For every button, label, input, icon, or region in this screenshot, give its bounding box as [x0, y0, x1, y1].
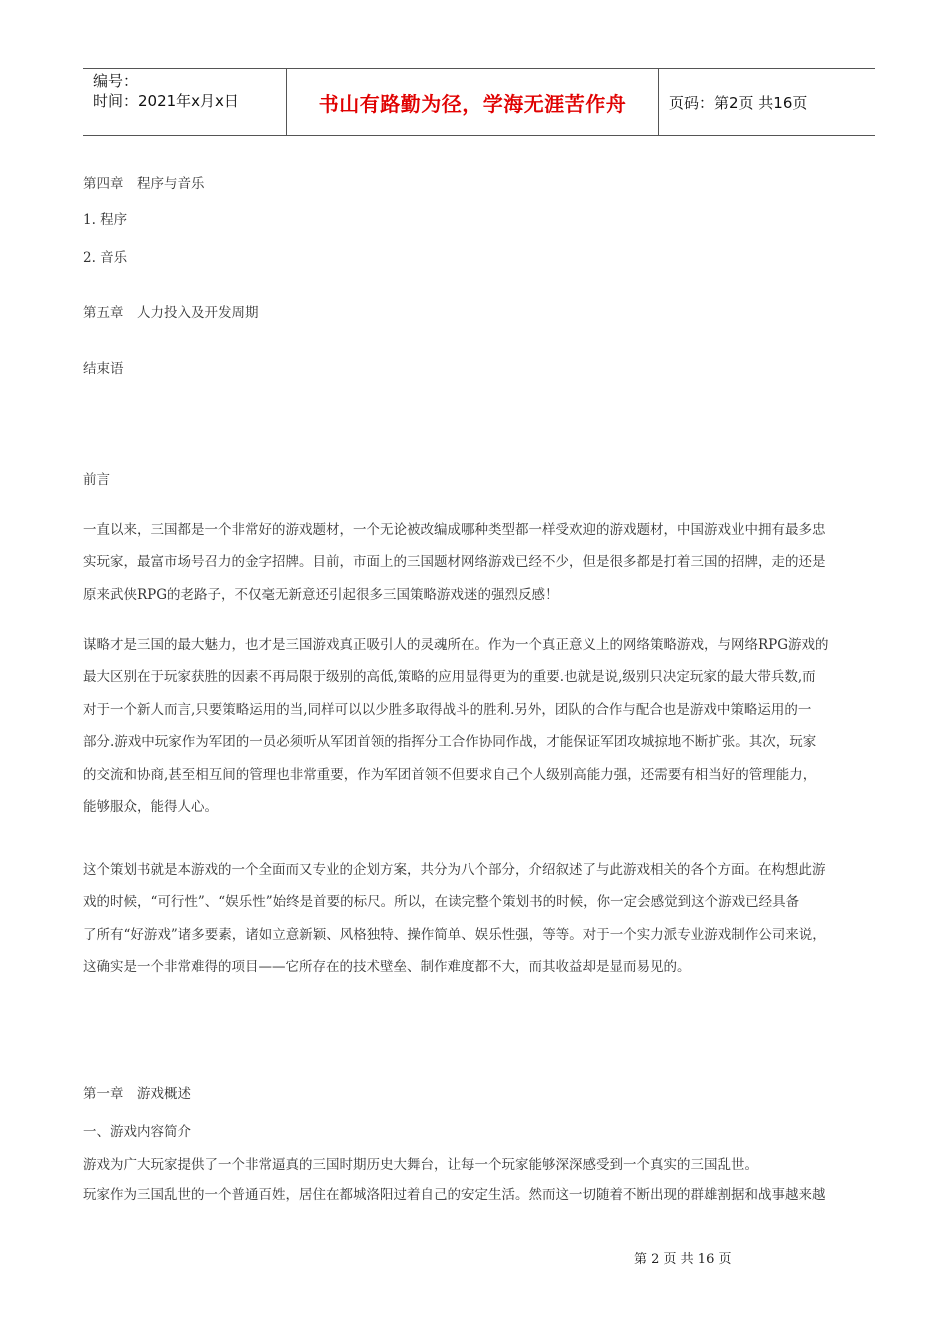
toc-conclusion: 结束语 [83, 361, 124, 377]
text-line: 游戏为广大玩家提供了一个非常逼真的三国时期历史大舞台，让每一个玩家能够深深感受到一个真实的三国乱世。 [83, 1157, 758, 1173]
text-line: 这个策划书就是本游戏的一个全面而又专业的企划方案，共分为八个部分，介绍叙述了与此游戏相关的各个方面。在构想此游 [83, 862, 826, 878]
text-line: 谋略才是三国的最大魅力，也才是三国游戏真正吸引人的灵魂所在。作为一个真正意义上的网络策略游戏，与网络RPG游戏的 [83, 637, 829, 653]
preface-heading: 前言 [83, 472, 110, 488]
preface-paragraph-3 [83, 854, 875, 984]
toc-item-program: 1. 程序 [83, 212, 128, 228]
toc-chapter-5: 第五章 人力投入及开发周期 [83, 305, 259, 321]
toc-chapter-4: 第四章 程序与音乐 [83, 176, 205, 192]
text-line: 部分.游戏中玩家作为军团的一员必须听从军团首领的指挥分工合作协同作战，才能保证军团攻城掠地不断扩张。其次，玩家 [83, 734, 817, 751]
text-line: 原来武侠RPG的老路子，不仅毫无新意还引起很多三国策略游戏迷的强烈反感！ [83, 586, 559, 603]
chapter-1-heading: 第一章 游戏概述 [83, 1086, 191, 1102]
section-heading: 一、游戏内容简介 [83, 1124, 191, 1140]
chapter-1-body [83, 1150, 875, 1210]
text-line: 玩家作为三国乱世的一个普通百姓，居住在都城洛阳过着自己的安定生活。然而这一切随着不断出现的群雄割据和战事越来越 [83, 1187, 826, 1203]
header-motto: 书山有路勤为径，学海无涯苦作舟 [318, 91, 627, 116]
text-line: 对于一个新人而言,只要策略运用的当,同样可以以少胜多取得战斗的胜利.另外，团队的合作与配合也是游戏中策略运用的一 [83, 701, 812, 718]
header-page-number: 页码：第2页 共16页 [669, 93, 808, 112]
toc-item-music: 2. 音乐 [83, 250, 128, 266]
page-header [83, 68, 875, 136]
document-date: 时间：2021年x月x日 [93, 92, 239, 110]
text-line: 戏的时候，“可行性”、“娱乐性”始终是首要的标尺。所以，在读完整个策划书的时候，你一定会感觉到这个游戏已经具备 [83, 894, 800, 911]
header-motto-cell [286, 69, 659, 135]
preface-paragraph-1 [83, 514, 875, 611]
text-line: 这确实是一个非常难得的项目——它所存在的技术壁垒、制作难度都不大，而其收益却是显而易见的。 [83, 959, 691, 976]
text-line: 能够服众，能得人心。 [83, 798, 218, 815]
preface-paragraph-2 [83, 629, 875, 823]
text-line: 最大区别在于玩家获胜的因素不再局限于级别的高低,策略的应用显得更为的重要.也就是说,级别只决定玩家的最大带兵数,而 [83, 669, 816, 686]
text-line: 一直以来，三国都是一个非常好的游戏题材，一个无论被改编成哪种类型都一样受欢迎的游戏题材，中国游戏业中拥有最多忠 [83, 522, 826, 538]
text-line: 的交流和协商,甚至相互间的管理也非常重要，作为军团首领不但要求自己个人级别高能力强，还需要有相当好的管理能力， [83, 766, 817, 783]
header-meta [83, 69, 286, 135]
text-line: 实玩家，最富市场号召力的金字招牌。目前，市面上的三国题材网络游戏已经不少，但是很多都是打着三国的招牌，走的还是 [83, 554, 826, 571]
text-line: 了所有“好游戏”诸多要素，诸如立意新颖、风格独特、操作简单、娱乐性强，等等。对于一个实力派专业游戏制作公司来说， [83, 926, 826, 943]
document-number: 编号： [93, 72, 139, 90]
page-footer: 第 2 页 共 16 页 [634, 1252, 732, 1267]
